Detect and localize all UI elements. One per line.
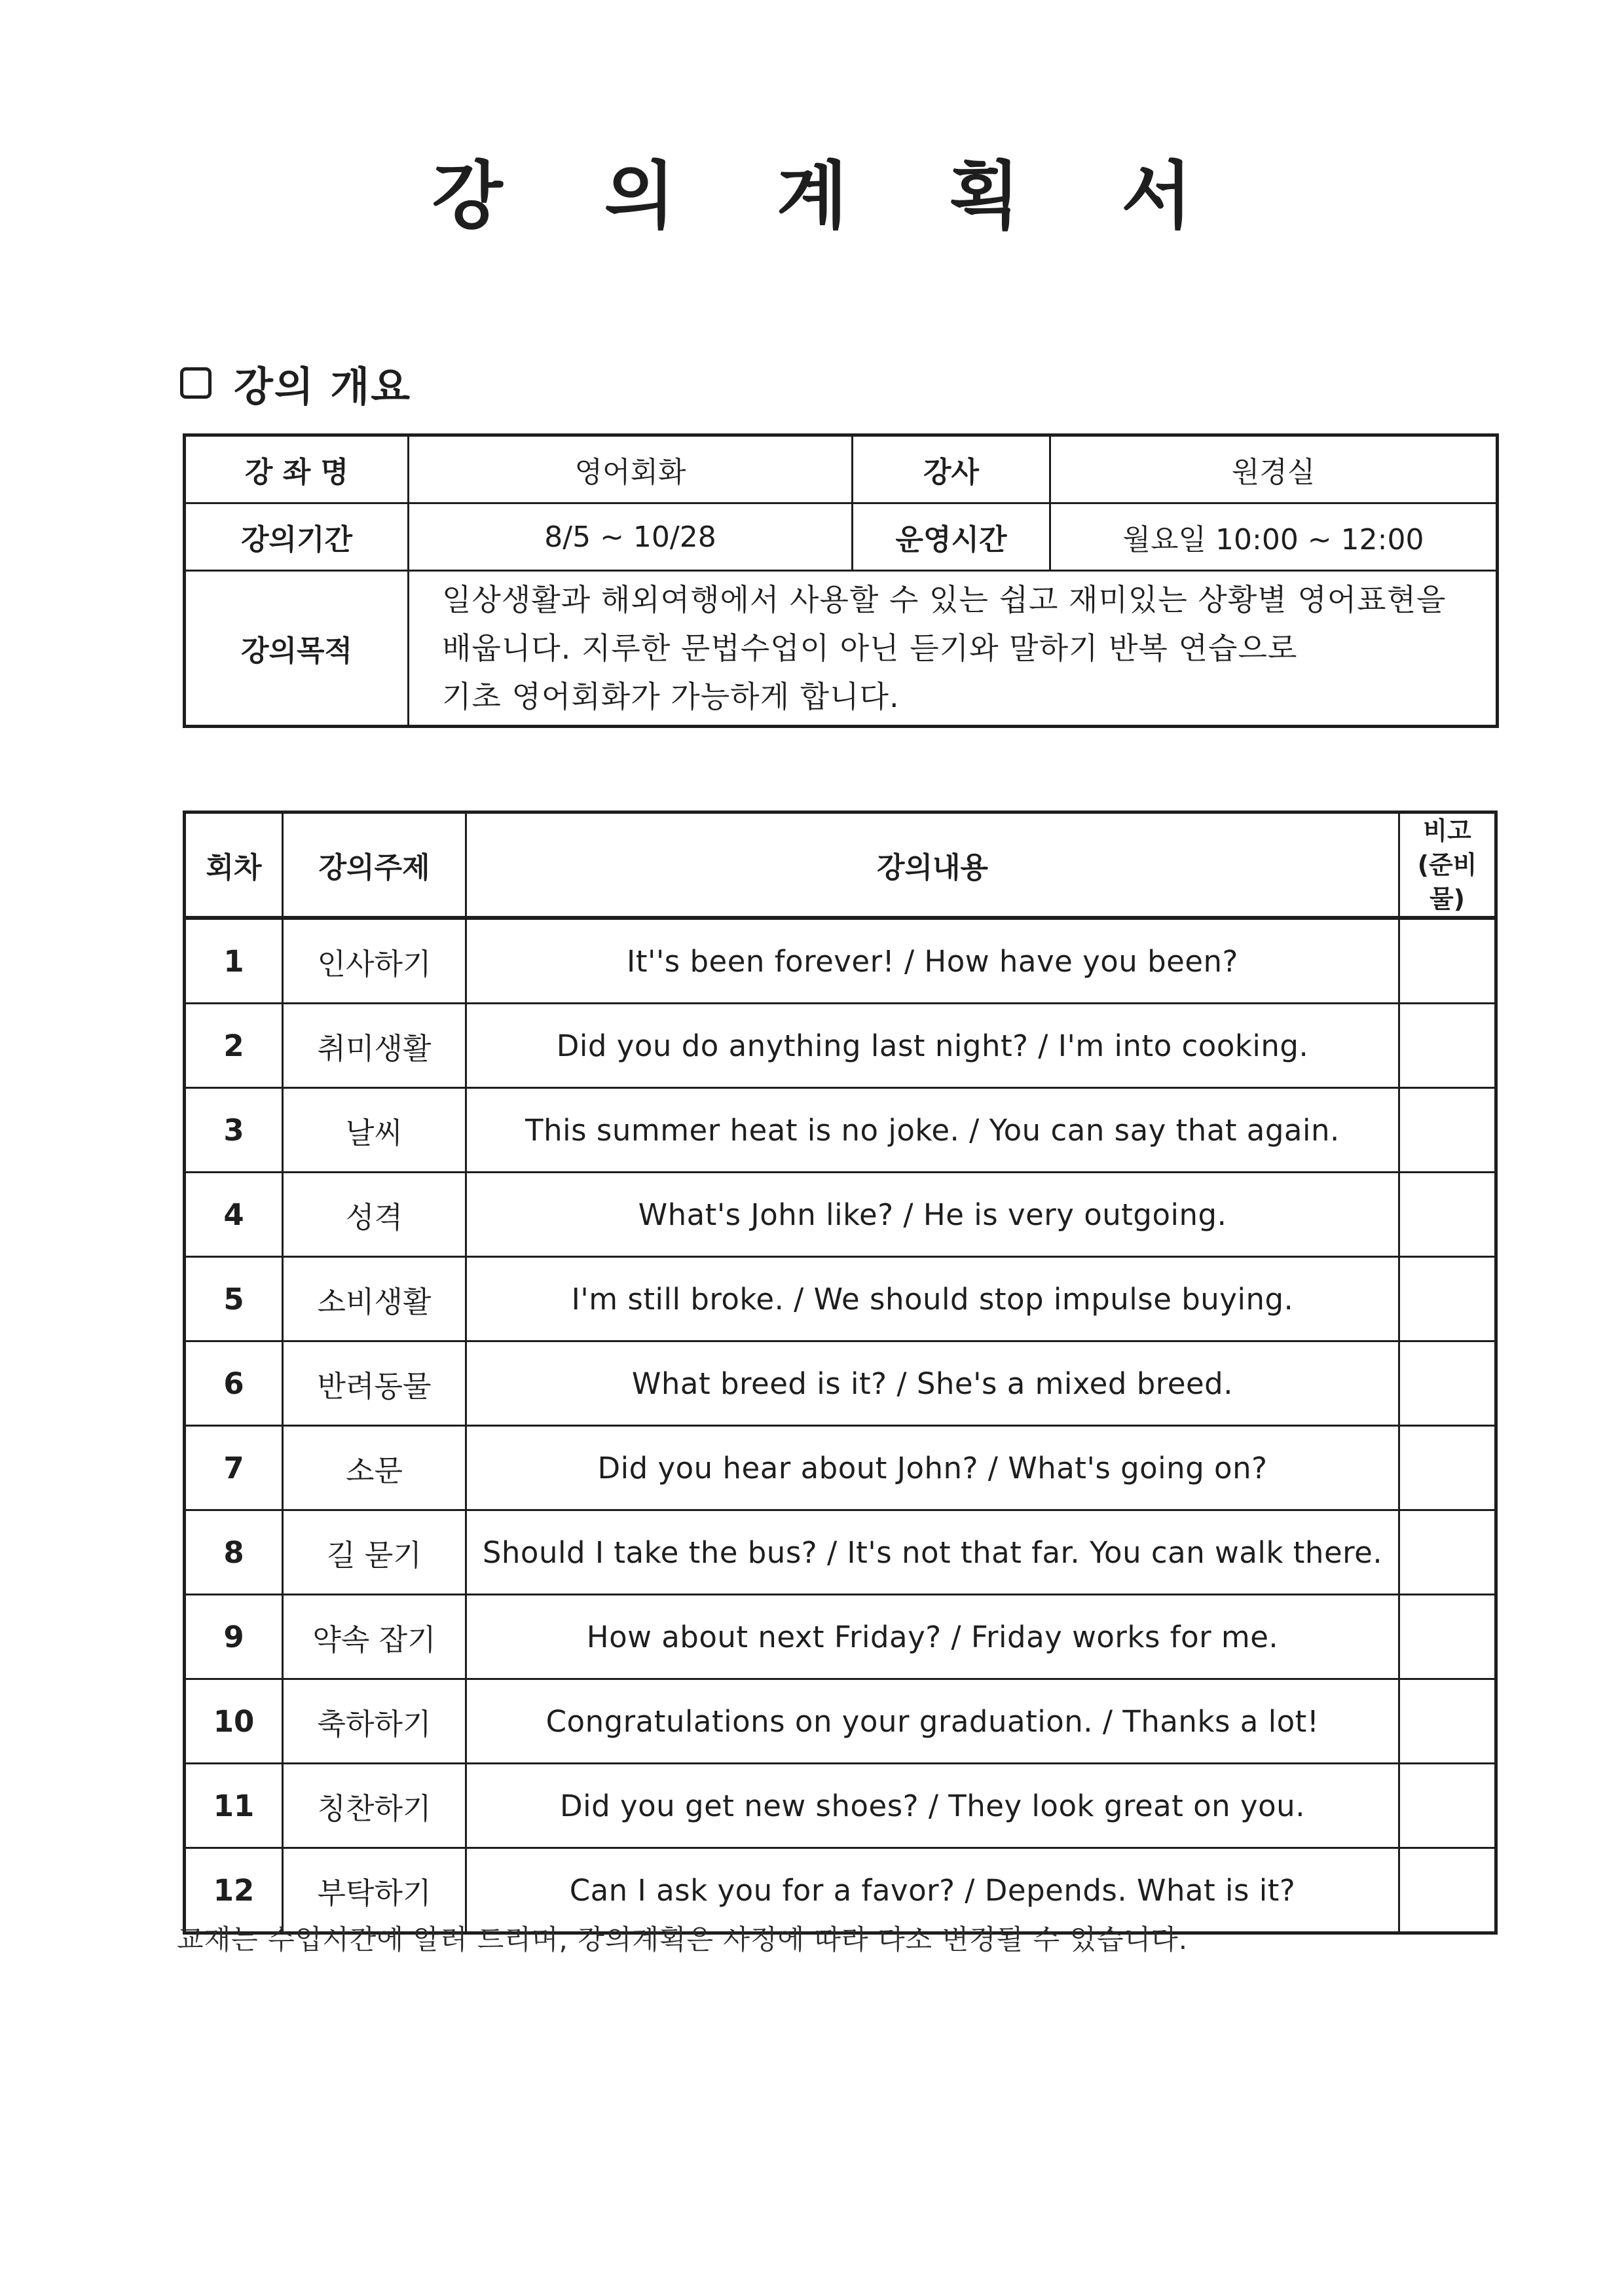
session-topic: 취미생활	[283, 1004, 466, 1088]
session-topic: 약속 잡기	[283, 1595, 466, 1679]
session-note	[1399, 1341, 1496, 1426]
purpose-text	[409, 571, 1498, 727]
overview-row-period	[185, 503, 1498, 571]
session-note	[1399, 918, 1496, 1004]
session-topic: 반려동물	[283, 1341, 466, 1426]
session-topic: 날씨	[283, 1088, 466, 1173]
table-row	[185, 1510, 1496, 1595]
session-number: 12	[185, 1848, 283, 1933]
session-note	[1399, 1595, 1496, 1679]
table-row	[185, 1257, 1496, 1341]
session-number: 9	[185, 1595, 283, 1679]
session-number: 7	[185, 1426, 283, 1510]
session-content: I'm still broke. / We should stop impulse buying.	[466, 1257, 1399, 1341]
schedule-header-row	[185, 812, 1496, 919]
operating-time-label: 운영시간	[853, 503, 1050, 571]
session-number: 6	[185, 1341, 283, 1426]
section-header	[180, 354, 411, 412]
table-row	[185, 1004, 1496, 1088]
course-overview-table	[183, 433, 1499, 728]
session-note	[1399, 1173, 1496, 1257]
lecture-schedule-table	[183, 811, 1498, 1935]
session-number: 8	[185, 1510, 283, 1595]
session-number: 3	[185, 1088, 283, 1173]
note-header	[1399, 812, 1496, 919]
note-header-line: (준비물)	[1417, 850, 1477, 913]
overview-row-purpose	[185, 571, 1498, 727]
session-content: Did you hear about John? / What's going on?	[466, 1426, 1399, 1510]
session-topic: 소비생활	[283, 1257, 466, 1341]
overview-row-course	[185, 435, 1498, 503]
session-content: Should I take the bus? / It's not that far. You can walk there.	[466, 1510, 1399, 1595]
table-row	[185, 1764, 1496, 1848]
table-row	[185, 1173, 1496, 1257]
document-title: 강 의 계 획 서	[432, 154, 1230, 239]
purpose-line: 배웁니다. 지루한 문법수업이 아닌 듣기와 말하기 반복 연습으로	[442, 630, 1298, 666]
session-note	[1399, 1088, 1496, 1173]
course-name-label: 강 좌 명	[185, 435, 409, 503]
session-content: It''s been forever! / How have you been?	[466, 918, 1399, 1004]
purpose-line: 일상생활과 해외여행에서 사용할 수 있는 쉽고 재미있는 상황별 영어표현을	[442, 582, 1447, 617]
section-title: 강의 개요	[234, 362, 412, 410]
purpose-line: 기초 영어회화가 가능하게 합니다.	[442, 679, 900, 714]
table-row	[185, 1426, 1496, 1510]
purpose-label: 강의목적	[185, 571, 409, 727]
table-row	[185, 1088, 1496, 1173]
operating-time-value: 월요일 10:00 ~ 12:00	[1050, 503, 1498, 571]
period-value: 8/5 ~ 10/28	[409, 503, 853, 571]
session-number: 11	[185, 1764, 283, 1848]
footnote: 교재는 수업시간에 알려 드리며, 강의계획은 사정에 따라 다소 변경될 수 있습니다.	[177, 1923, 1189, 1956]
table-row	[185, 1341, 1496, 1426]
instructor-value: 원경실	[1050, 435, 1498, 503]
session-content: Did you get new shoes? / They look great on you.	[466, 1764, 1399, 1848]
table-row	[185, 1595, 1496, 1679]
period-label: 강의기간	[185, 503, 409, 571]
session-topic: 성격	[283, 1173, 466, 1257]
session-note	[1399, 1679, 1496, 1764]
session-note	[1399, 1848, 1496, 1933]
session-note	[1399, 1257, 1496, 1341]
session-content: Congratulations on your graduation. / Thanks a lot!	[466, 1679, 1399, 1764]
content-header: 강의내용	[466, 812, 1399, 919]
session-note	[1399, 1426, 1496, 1510]
session-number: 2	[185, 1004, 283, 1088]
session-content: Did you do anything last night? / I'm into cooking.	[466, 1004, 1399, 1088]
session-number: 10	[185, 1679, 283, 1764]
session-number: 1	[185, 918, 283, 1004]
table-row	[185, 1679, 1496, 1764]
session-note	[1399, 1004, 1496, 1088]
session-content: This summer heat is no joke. / You can say that again.	[466, 1088, 1399, 1173]
checkbox-icon	[180, 367, 212, 399]
session-number: 5	[185, 1257, 283, 1341]
session-topic: 칭찬하기	[283, 1764, 466, 1848]
topic-header: 강의주제	[283, 812, 466, 919]
session-topic: 소문	[283, 1426, 466, 1510]
session-content: What's John like? / He is very outgoing.	[466, 1173, 1399, 1257]
session-content: Can I ask you for a favor? / Depends. What is it?	[466, 1848, 1399, 1933]
session-topic: 인사하기	[283, 918, 466, 1004]
course-name-value: 영어회화	[409, 435, 853, 503]
instructor-label: 강사	[853, 435, 1050, 503]
session-number: 4	[185, 1173, 283, 1257]
note-header-line: 비고	[1423, 816, 1471, 845]
session-note	[1399, 1510, 1496, 1595]
session-header: 회차	[185, 812, 283, 919]
session-content: What breed is it? / She's a mixed breed.	[466, 1341, 1399, 1426]
session-note	[1399, 1764, 1496, 1848]
session-topic: 축하하기	[283, 1679, 466, 1764]
session-content: How about next Friday? / Friday works for me.	[466, 1595, 1399, 1679]
session-topic: 길 묻기	[283, 1510, 466, 1595]
table-row	[185, 918, 1496, 1004]
session-topic: 부탁하기	[283, 1848, 466, 1933]
